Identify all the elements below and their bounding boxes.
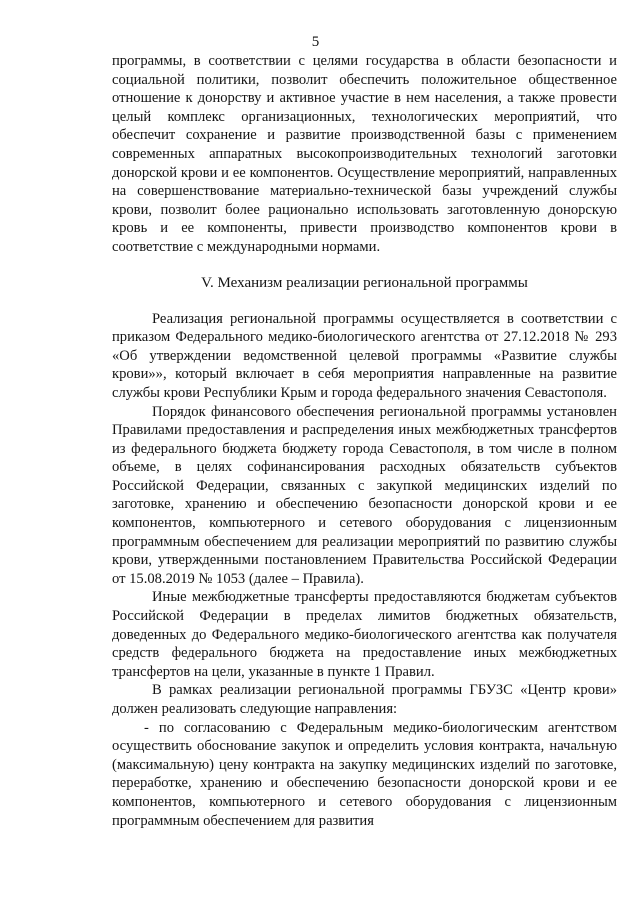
paragraph-directions-intro: В рамках реализации региональной программы ГБУЗС «Центр крови» должен реализовать следующие направления:	[112, 682, 617, 717]
paragraph-continuation: программы, в соответствии с целями государства в области безопасности и социальной политики, позволит обеспечить положительное общественное отношение к донорству и активное участие в нем населения, а также провести целый комплекс организационных, технологических мероприятий, что обеспечит сохранение и развитие производственной базы с применением современных аппаратных высокопроизводительных технологий заготовки донорской крови и ее компонентов. Осуществление мероприятий, направленных на совершенствование материально-технической базы учреждений службы крови, позволит более рационально использовать заготовленную донорскую кровь и ее компоненты, привести производство компонентов крови в соответствие с международными нормами.	[112, 53, 617, 255]
document-body	[112, 52, 617, 830]
list-item: - по согласованию с Федеральным медико-биологическим агентством осуществить обоснование закупок и определить условия контракта, начальную (максимальную) цену контракта на закупку медицинских изделий по заготовке, переработке, хранению и обеспечению безопасности донорской крови и ее компонентов, компьютерного и сетевого оборудования с лицензионным программным обеспечением для развития	[112, 719, 617, 829]
section-heading: V. Механизм реализации региональной программы	[201, 274, 528, 291]
paragraph-interbudget-transfers: Иные межбюджетные трансферты предоставляются бюджетам субъектов Российской Федерации в пределах лимитов бюджетных обязательств, доведенных до Федерального медико-биологического агентства как получателя средств федерального бюджета на предоставление иных межбюджетных трансфертов на цели, указанные в пункте 1 Правил.	[112, 589, 617, 680]
page-number: 5	[311, 34, 320, 50]
paragraph-implementation: Реализация региональной программы осуществляется в соответствии с приказом Федерального медико-биологического агентства от 27.12.2018 № 293 «Об утверждении ведомственной целевой программы «Развитие службы крови»», который включает в себя мероприятия направленные на развитие службы крови Республики Крым и города федерального значения Севастополя.	[112, 310, 617, 401]
paragraph-financing-procedure: Порядок финансового обеспечения региональной программы установлен Правилами предоставления и распределения иных межбюджетных трансфертов из федерального бюджета бюджету города Севастополя, в том числе в полном объеме, в целях софинансирования расходных обязательств субъектов Российской Федерации, связанных с закупкой медицинских изделий по заготовке, хранению и обеспечению безопасности донорской крови и ее компонентов, компьютерного и сетевого оборудования с лицензионным программным обеспечением для реализации мероприятий по развитию службы крови, утвержденными постановлением Правительства Российской Федерации от 15.08.2019 № 1053 (далее – Правила).	[112, 403, 617, 587]
